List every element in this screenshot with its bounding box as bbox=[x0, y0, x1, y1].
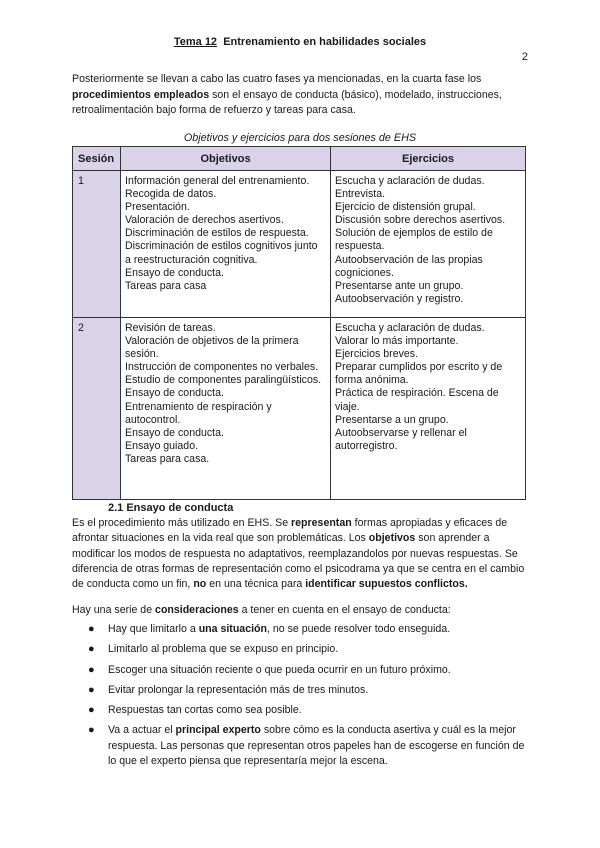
list-item: Presentarse ante un grupo. bbox=[335, 279, 464, 292]
list-item: Escucha y aclaración de dudas. bbox=[335, 322, 485, 334]
list-item: Revisión de tareas. bbox=[125, 322, 216, 334]
intro-text-1: Posteriormente se llevan a cabo las cuatro fases ya mencionadas, en la cuarta fase los bbox=[72, 73, 482, 85]
list-item: Autoobservación y registro. bbox=[335, 292, 464, 305]
table-header-row bbox=[73, 147, 526, 171]
bullet-bold: una situación bbox=[198, 623, 267, 635]
list-item: Ejercicio de distensión grupal. bbox=[335, 201, 476, 214]
list-item: Tareas para casa. bbox=[125, 452, 210, 465]
bullet-bold: principal experto bbox=[175, 724, 261, 737]
table-row bbox=[73, 318, 526, 500]
list-item: Instrucción de componentes no verbales. bbox=[125, 361, 319, 374]
bullet-text: Hay que limitarlo a bbox=[108, 623, 199, 635]
list-item bbox=[72, 683, 532, 698]
bullet-text: , no se puede resolver todo enseguida. bbox=[266, 623, 451, 635]
ejercicios-cell bbox=[331, 171, 526, 318]
list-item: Discriminación de estilos de respuesta. bbox=[125, 227, 309, 240]
list-item: Entrevista. bbox=[335, 188, 386, 201]
section-paragraph bbox=[72, 516, 530, 592]
considerations-bold: consideraciones bbox=[155, 604, 239, 616]
list-item: Ensayo de conducta. bbox=[125, 266, 224, 279]
list-item bbox=[72, 703, 532, 718]
list-item bbox=[72, 663, 532, 678]
list-item: Estudio de componentes paralingüísticos. bbox=[125, 374, 322, 387]
intro-bold-1: procedimientos empleados bbox=[72, 88, 210, 101]
bullet-icon: ● bbox=[88, 623, 95, 635]
section-text-2: formas apropiadas y eficaces de afrontar situaciones en la vida real que son problemáticas. Los bbox=[72, 517, 508, 545]
considerations-text-2: a tener en cuenta en el ensayo de conducta: bbox=[238, 604, 451, 616]
ejercicios-cell bbox=[331, 318, 526, 500]
bullet-text: Escoger una situación reciente o que pueda ocurrir en un futuro próximo. bbox=[108, 663, 451, 676]
intro-text-2: son el ensayo de conducta (básico), modelado, instrucciones, retroalimentación bajo forma de refuerzo y tareas para casa. bbox=[72, 88, 502, 116]
list-item: Ensayo de conducta. bbox=[125, 426, 224, 439]
list-item: Escucha y aclaración de dudas. bbox=[335, 175, 485, 187]
section-text-4: en una técnica para bbox=[206, 578, 306, 591]
list-item: Autoobservarse y rellenar el autorregistro. bbox=[335, 426, 467, 452]
list-item: Práctica de respiración. Escena de viaje. bbox=[335, 387, 499, 413]
sessions-table bbox=[72, 146, 526, 500]
bullet-text: Respuestas tan cortas como sea posible. bbox=[108, 704, 302, 717]
list-item: Información general del entrenamiento. bbox=[125, 175, 310, 187]
list-item: Discusión sobre derechos asertivos. bbox=[335, 214, 506, 227]
section-bold-1: representan bbox=[291, 517, 352, 529]
section-text-1: Es el procedimiento más utilizado en EHS. Se bbox=[72, 517, 292, 529]
table-caption: Objetivos y ejercicios para dos sesiones de EHS bbox=[183, 132, 417, 144]
objetivos-cell bbox=[121, 318, 331, 500]
session-number: 1 bbox=[73, 171, 121, 318]
bullet-icon: ● bbox=[88, 704, 95, 717]
header-sesion: Sesión bbox=[73, 147, 121, 171]
considerations-text-1: Hay una serie de bbox=[72, 604, 156, 616]
list-item: Ensayo de conducta. bbox=[125, 387, 224, 400]
considerations-intro bbox=[72, 604, 530, 616]
list-item: Autoobservación de las propias cogniciones. bbox=[335, 253, 483, 279]
header-ejercicios: Ejercicios bbox=[331, 147, 526, 171]
bullet-text: Evitar prolongar la representación más de tres minutos. bbox=[108, 683, 369, 696]
bullet-text: Limitarlo al problema que se expuso en principio. bbox=[108, 643, 339, 656]
list-item: Presentación. bbox=[125, 201, 190, 214]
list-item: Entrenamiento de respiración y autocontrol. bbox=[125, 400, 272, 426]
list-item: Preparar cumplidos por escrito y de forma anónima. bbox=[335, 361, 503, 387]
section-heading: 2.1 Ensayo de conducta bbox=[108, 502, 234, 514]
considerations-list bbox=[72, 622, 532, 774]
list-item: Recogida de datos. bbox=[125, 188, 217, 201]
bullet-text: Va a actuar el bbox=[108, 724, 176, 737]
list-item: Ejercicios breves. bbox=[335, 348, 419, 361]
list-item: Ensayo guiado. bbox=[125, 439, 199, 452]
title-text: Entrenamiento en habilidades sociales bbox=[223, 36, 427, 48]
list-item bbox=[72, 642, 532, 657]
bullet-icon: ● bbox=[88, 683, 95, 696]
list-item: Valoración de objetivos de la primera sesión. bbox=[125, 335, 299, 361]
objetivos-cell bbox=[121, 171, 331, 318]
table-row bbox=[73, 171, 526, 318]
bullet-icon: ● bbox=[88, 643, 95, 656]
page-number: 2 bbox=[521, 51, 528, 63]
list-item: Presentarse a un grupo. bbox=[335, 413, 449, 426]
intro-paragraph bbox=[72, 72, 530, 119]
bullet-icon: ● bbox=[88, 724, 95, 737]
header-objetivos: Objetivos bbox=[121, 147, 331, 171]
list-item: Discriminación de estilos cognitivos junto a reestructuración cognitiva. bbox=[125, 240, 318, 266]
list-item: Valoración de derechos asertivos. bbox=[125, 214, 284, 227]
list-item bbox=[72, 723, 532, 769]
section-bold-3: no bbox=[193, 578, 207, 591]
session-number: 2 bbox=[73, 318, 121, 500]
list-item: Tareas para casa bbox=[125, 279, 207, 292]
tema-label: Tema 12 bbox=[173, 36, 218, 48]
section-text-3: son aprender a modificar los modos de respuesta no adaptativos, reemplazandolos por nuevas respuestas. Se diferencia de otras formas de representación como el psicodrama ya que se centra en el cambio de conducta como un fin, bbox=[72, 532, 525, 591]
list-item: Solución de ejemplos de estilo de respuesta. bbox=[335, 227, 493, 253]
section-bold-4: identificar supuestos conflictos. bbox=[305, 578, 468, 591]
section-bold-2: objetivos bbox=[368, 532, 416, 545]
page-title bbox=[0, 36, 600, 48]
list-item: Valorar lo más importante. bbox=[335, 335, 459, 348]
list-item bbox=[72, 622, 532, 637]
bullet-icon: ● bbox=[88, 663, 95, 676]
bullet-text: sobre cómo es la conducta asertiva y cuál es la mejor respuesta. Las personas que representan otros papeles han de escogerse en función de lo que el experto piensa que representaría mejor la escena. bbox=[108, 724, 525, 768]
